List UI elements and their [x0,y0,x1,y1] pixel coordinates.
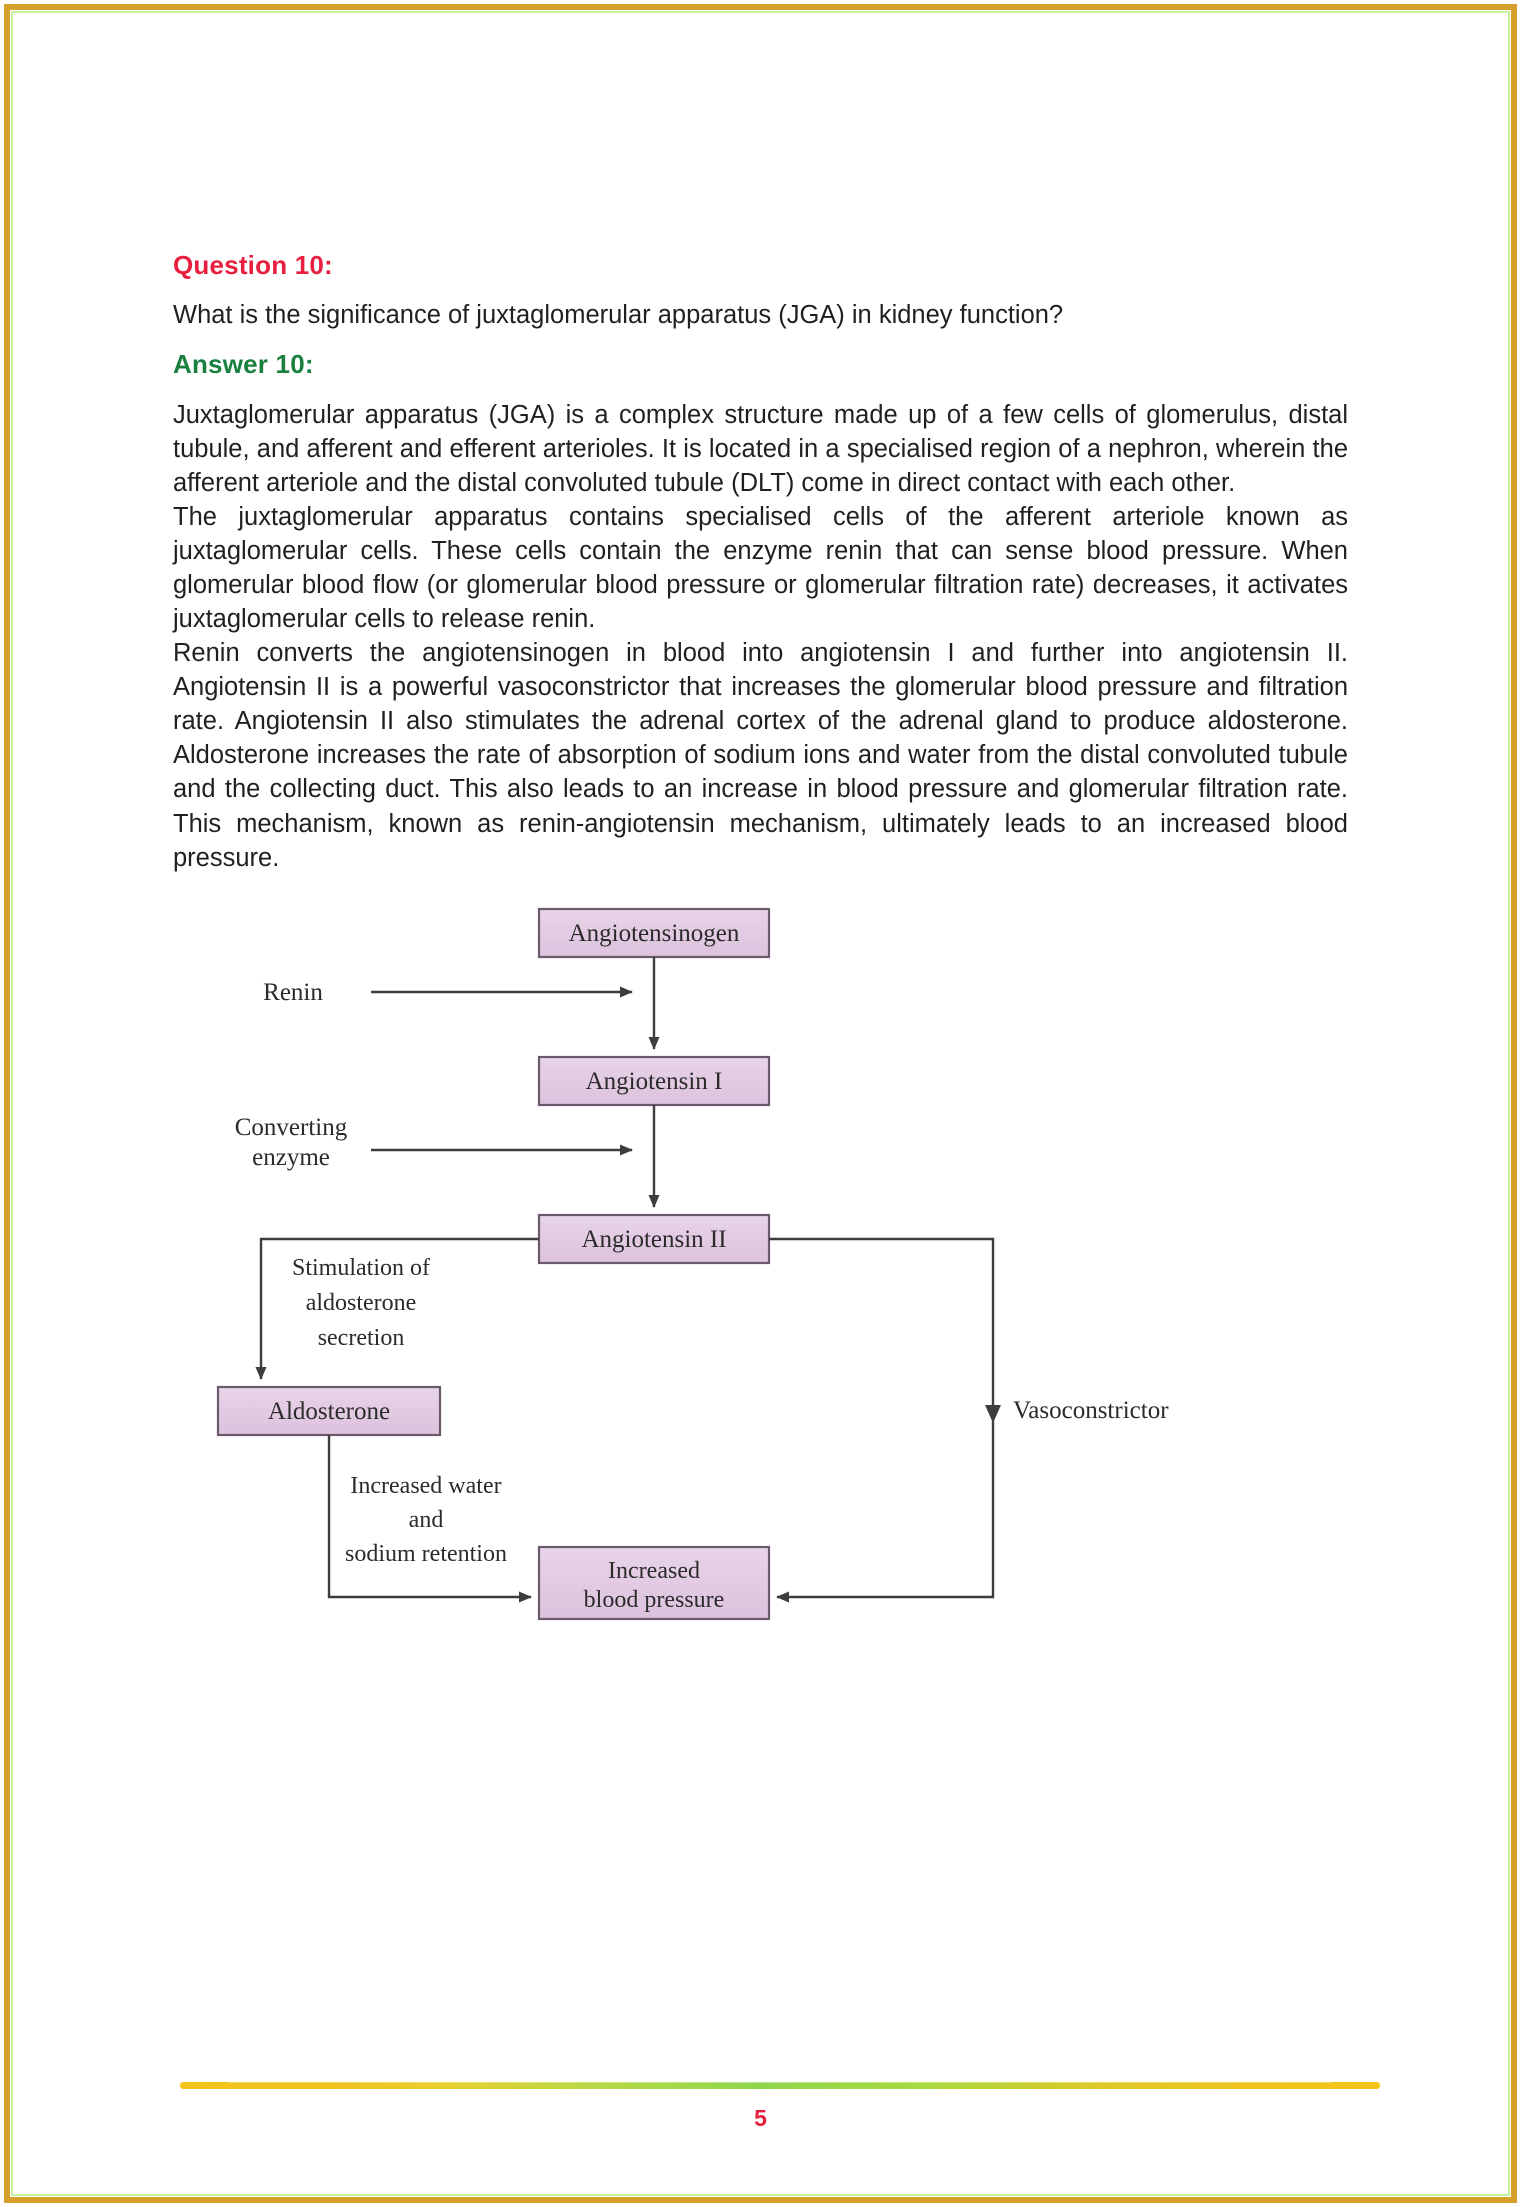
box-label-angiotensin-2: Angiotensin II [581,1225,727,1253]
label-converting-enzyme-line2: enzyme [252,1143,330,1171]
answer-paragraph-3: Renin converts the angiotensinogen in blood into angiotensin I and further into angiotensin II. Angiotensin II is a powerful vasoconstrictor that increases the glomerular blood pressure and filtration rate. Angiotensin II also stimulates the adrenal cortex of the adrenal gland to produce aldosterone. Aldosterone increases the rate of absorption of sodium ions and water from the distal convoluted tubule and the collecting duct. This also leads to an increase in blood pressure and glomerular filtration rate. This mechanism, known as renin-angiotensin mechanism, ultimately leads to an increased blood pressure. [173,639,1348,872]
box-label-increased-bp-line2: blood pressure [583,1586,725,1613]
box-label-angiotensinogen: Angiotensinogen [568,919,740,947]
label-sodium-retention: sodium retention [345,1540,507,1567]
arrow-angiotensin2-to-increased-bp [769,1239,993,1597]
question-heading: Question 10: [173,250,333,280]
box-angiotensinogen [539,909,769,957]
label-increased-water-line1: Increased water [350,1472,502,1499]
label-stimulation-line1: Stimulation of [292,1254,430,1281]
box-label-angiotensin-1: Angiotensin I [585,1067,723,1095]
content-column [173,250,1348,1642]
label-increased-water-line2: and [408,1506,444,1533]
box-angiotensin-2 [539,1215,769,1263]
footer-divider [180,2082,1380,2089]
box-increased-blood-pressure [539,1547,769,1619]
box-label-aldosterone: Aldosterone [267,1397,391,1425]
renin-angiotensin-flowchart [173,897,1348,1642]
label-renin: Renin [263,978,323,1006]
label-stimulation-line2: aldosterone [305,1289,417,1316]
page-number: 5 [754,2105,767,2131]
question-text: What is the significance of juxtaglomerular apparatus (JGA) in kidney function? [173,301,1064,329]
flowchart-svg [173,897,1348,1642]
box-label-increased-bp-line1: Increased [608,1557,700,1584]
box-angiotensin-1 [539,1057,769,1105]
box-aldosterone [218,1387,440,1435]
label-vasoconstrictor: Vasoconstrictor [1013,1396,1169,1424]
answer-paragraph-1: Juxtaglomerular apparatus (JGA) is a complex structure made up of a few cells of glomerulus, distal tubule, and afferent and efferent arterioles. It is located in a specialised region of a nephron, wherein the afferent arteriole and the distal convoluted tubule (DLT) come in direct contact with each other. [173,401,1348,498]
label-stimulation-line3: secretion [317,1324,405,1351]
answer-paragraph-2: The juxtaglomerular apparatus contains specialised cells of the afferent arteriole known as juxtaglomerular cells. These cells contain the enzyme renin that can sense blood pressure. When glomerular blood flow (or glomerular blood pressure or glomerular filtration rate) decreases, it activates juxtaglomerular cells to release renin. [173,503,1348,634]
answer-heading: Answer 10: [173,349,314,380]
label-converting-enzyme-line1: Converting [234,1113,348,1141]
arrowhead-vasoconstrictor [985,1405,1001,1423]
